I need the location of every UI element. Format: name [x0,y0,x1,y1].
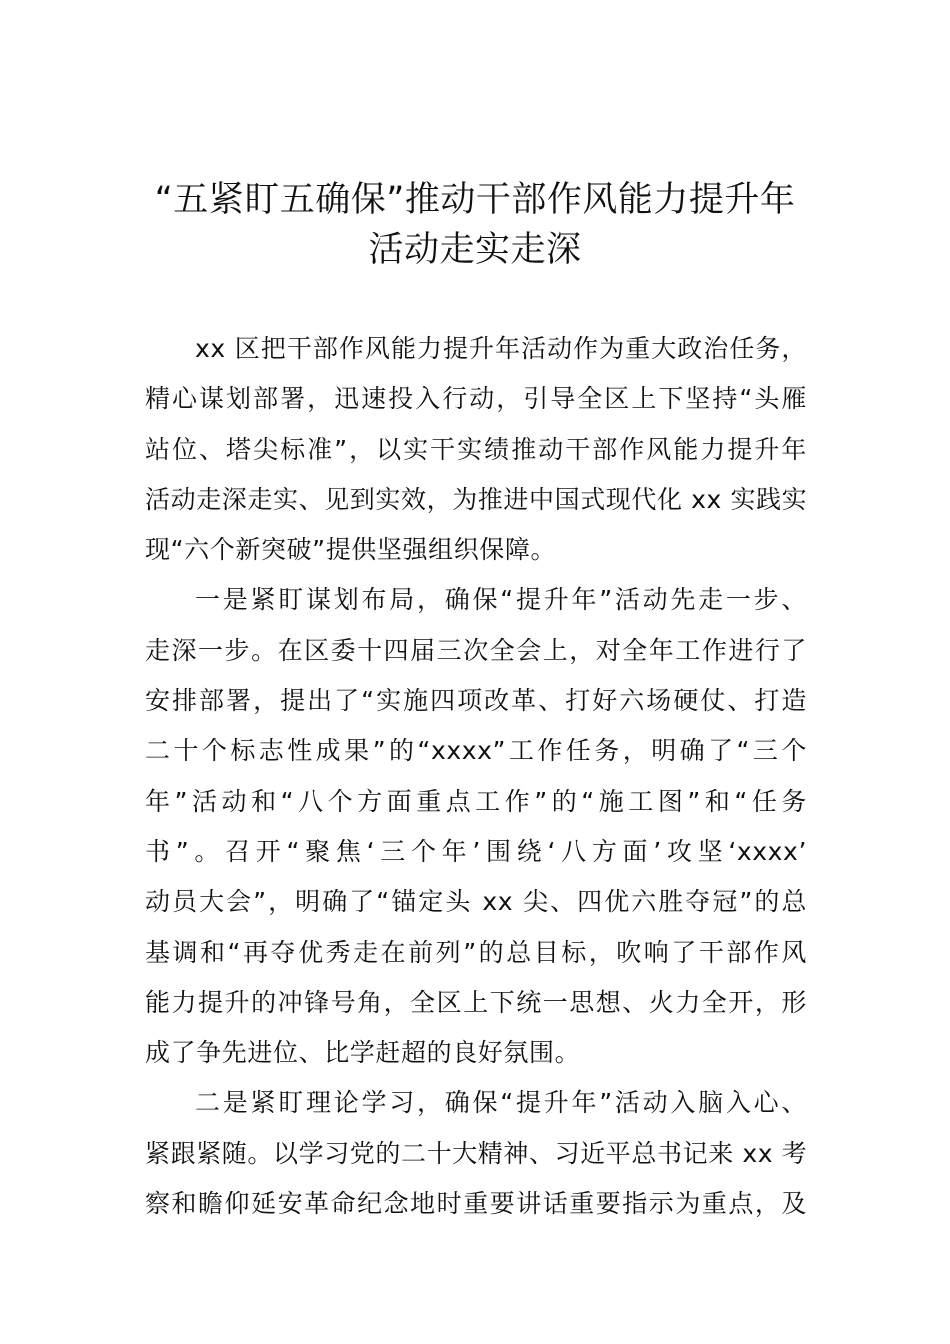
body-line: 二十个标志性成果”的“xxxx”工作任务，明确了“三个 [145,736,807,766]
body-line: 活动走深走实、见到实效，为推进中国式现代化 xx 实践实 [145,484,808,514]
body-line: 一是紧盯谋划布局，确保“提升年”活动先走一步、 [195,585,807,615]
document-title-line-1: “五紧盯五确保”推动干部作风能力提升年 [154,180,796,220]
body-line: 动员大会”，明确了“锚定头 xx 尖、四优六胜夺冠”的总 [145,887,807,917]
body-line: 精心谋划部署，迅速投入行动，引导全区上下坚持“头雁 [145,384,807,414]
document-body [145,324,807,1229]
body-line: 基调和“再夺优秀走在前列”的总目标，吹响了干部作风 [145,937,807,967]
body-line: 察和瞻仰延安革命纪念地时重要讲话重要指示为重点，及 [145,1189,807,1219]
body-line: 走深一步。在区委十四届三次全会上，对全年工作进行了 [145,635,807,665]
body-line: 书”。召开“聚焦‘三个年’围绕‘八方面’攻坚‘xxxx’ [145,836,807,866]
body-line: 年”活动和“八个方面重点工作”的“施工图”和“任务 [145,786,807,816]
document-title-line-2: 活动走实走深 [368,230,582,270]
body-line: 能力提升的冲锋号角，全区上下统一思想、火力全开，形 [145,987,807,1017]
body-line: 站位、塔尖标准”，以实干实绩推动干部作风能力提升年 [145,434,807,464]
body-line: 安排部署，提出了“实施四项改革、打好六场硬仗、打造 [145,686,807,716]
body-line: 成了争先进位、比学赶超的良好氛围。 [145,1038,581,1068]
body-line: 现“六个新突破”提供坚强组织保障。 [145,535,557,565]
body-line: 二是紧盯理论学习，确保“提升年”活动入脑入心、 [195,1088,807,1118]
body-line: xx 区把干部作风能力提升年活动作为重大政治任务， [195,334,807,363]
body-line: 紧跟紧随。以学习党的二十大精神、习近平总书记来 xx 考 [145,1138,808,1168]
